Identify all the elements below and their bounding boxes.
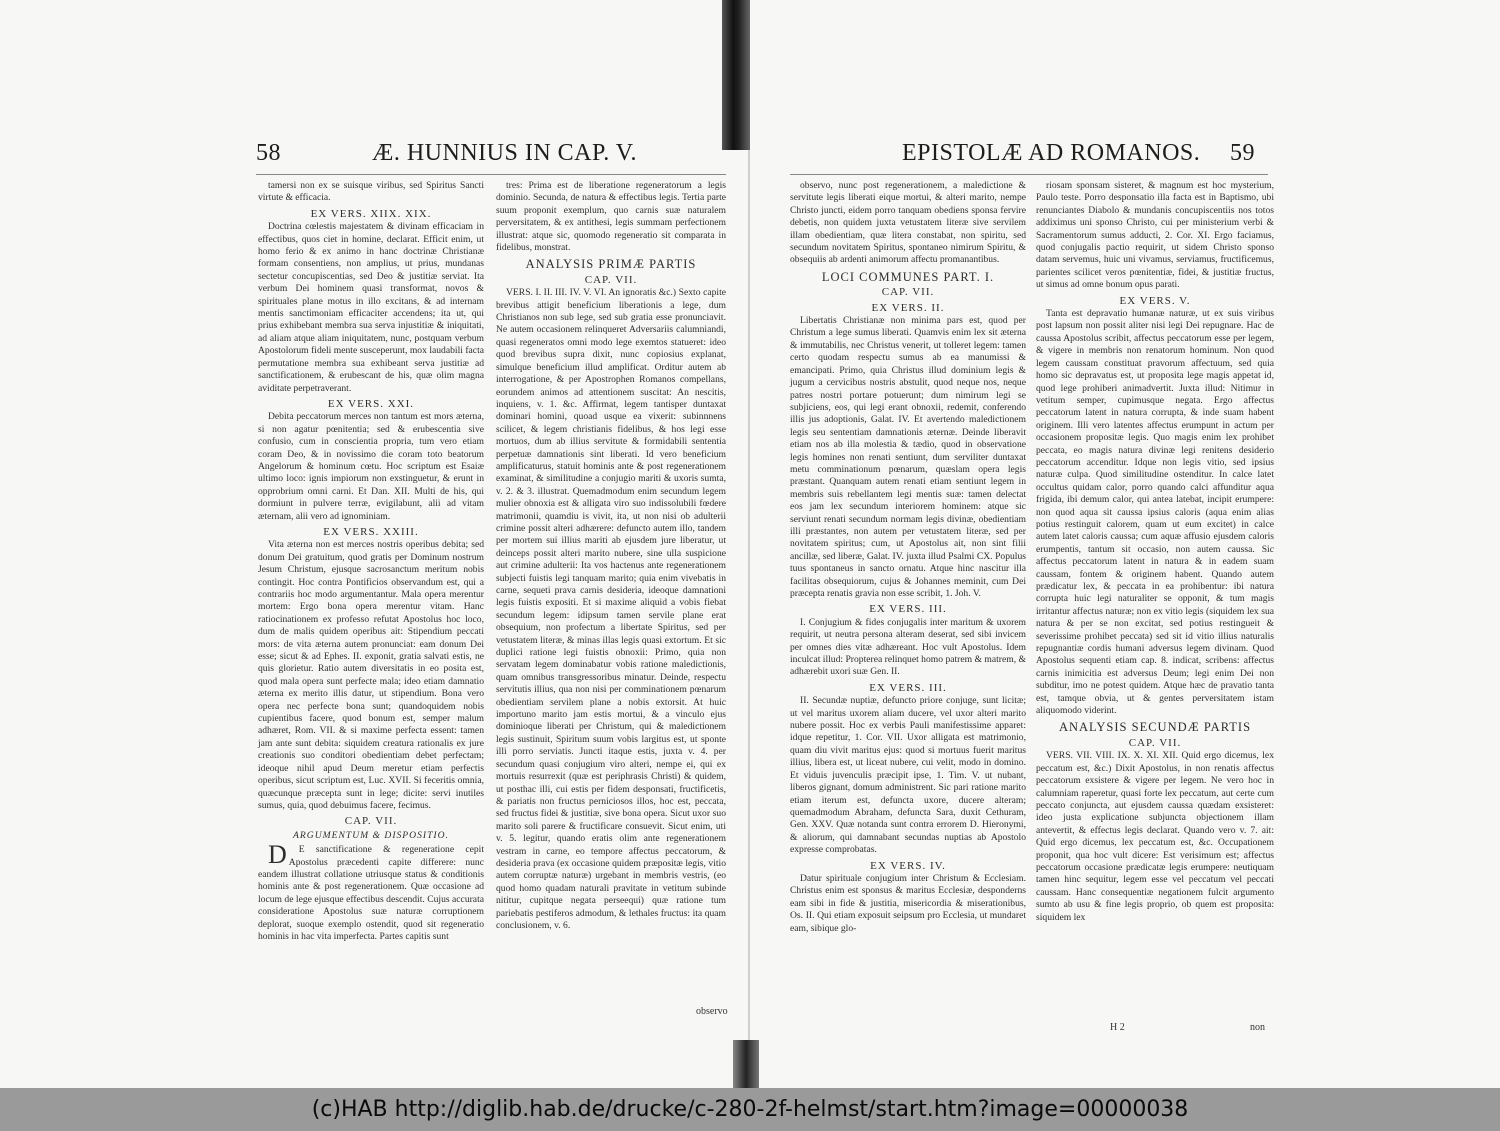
right-column-2	[1036, 180, 1274, 1020]
section-heading: CAP. VII.	[1128, 736, 1182, 749]
left-column-1	[258, 180, 484, 1060]
section-heading: EX VERS. V.	[1119, 294, 1191, 307]
page-number-left: 58	[256, 140, 281, 166]
paragraph: VERS. VII. VIII. IX. X. XI. XII. Quid ergo dicemus, lex peccatum est, &c.) Dixit Apostolus, in non renatis affectus peccatorum exsistere & vigere per legem. Ne vero hoc in calumniam raperetur, quasi forte lex peccatum, aut certe cum peccato conjuncta, aut ejusdem caussa quædam exsisteret: ideo justa explicatione subjuncta objectionem illam antevertit, & effectus legis declarat. Quando vero v. 7. ait: Quid ergo dicemus, lex peccatum est, &c. Occupationem proponit, qua hoc vult dicere: Est verisimum est; affectus peccatorum occasione prædicatæ legis erumpere: neutiquam tamen hinc sequitur, legem esse vel peccatum vel peccati caussam. Hanc consequentiæ negationem fulcit argumento sumto ab usu & fine legis proprio, ob quem est proposita: siquidem lex	[1036, 750, 1274, 923]
paragraph: VERS. I. II. III. IV. V. VI. An ignoratis &c.) Sexto capite brevibus attigit beneficium liberationis a lege, dum Christianos non sub lege, sed sub gratia esse pronunciavit. Ne autem occasionem relinqueret Adversariis calumniandi, quasi regeneratos omni modo lege exemtos statueret: ideo quod brevibus supra dixit, nunc copiosius explanat, simulque beneficium illud amplificat. Orditur autem ab interrogatione, & per Apostrophen Romanos compellans, eorundem animos ad attentionem suscitat: An nescitis, inquiens, v. 1. &c. Affirmat, legem tantisper duntaxat dominari homini, quoad usque ea vixerit: subinnnens scilicet, & legem christianis fidelibus, & hos legi esse mortuos, dum ab illius servitute & formidabili sententia perpetuæ damnationis sint liberati. Id vero beneficium amplificaturus, statuit hominis ante & post regenerationem examinat, & similitudine a conjugio mariti & uxoris sumta, v. 2. & 3. illustrat. Quemadmodum enim secundum legem mulier obnoxia est & alligata viro suo indissolubili fœdere matrimonii, quamdiu is vivit, ita, ut non nisi ob adulterii crimine possit alteri adhærere: defuncto autem illo, tandem per mortem sui illius mariti ab ejusdem jure liberatur, ut deinceps possit alteri marito nubere, sine ulla suspicione aut crimine adulterii: Ita vos hactenus ante regenerationem subjecti fuistis legi tanquam marito; quia enim vivebatis in carne, sequeti prava carnis desideria, ideoque damnationi legis fuistis expositi. Et si maxime aliquid a vobis fiebat secundum legem: idipsum tamen servile plane erat obsequium, non profectum a libertate Spiritus, sed per vetustatem literæ, & minas illas legis quasi extortum. Et sic duplici ratione legi fuistis obnoxii: Primo, quia non servatam legem dominabatur vobis ratione maledictionis, quam omnibus transgressoribus minatur. Deinde, respectu servitutis illius, qua non nisi per comminationem pœnarum obedientiam servilem plane a nobis extorsit. At huic importuno marito jam estis mortui, & a vinculo ejus dominioque liberati per Christum, qui & maledictionem legis sustinuit, Spiritum suum vobis largitus est, ut sponte illi porro serviatis. Juncti itaque estis, juxta v. 4. per secundum quasi conjugium viro alteri, nempe ei, qui ex mortuis resurrexit (quæ est periphrasis Christi) & quidem, ut posthac illi, cui estis per fidem desponsati, fructificetis, & pariatis non fructus perniciosos illos, hoc est, peccata, sed fructus fidei & justitiæ, sive bona opera. Sicut uxor suo marito soli parere & fructificare consuevit. Sicut enim, uti v. 5. legitur, quando eratis olim ante regenerationem vestram in carne, eo tempore affectus peccatorum, & desideria prava (ex occasione quidem præpositæ legis, vitio autem corruptæ naturæ) urgebant in membris vestris, (eo quod homo quadam naturali pravitate in vetitum subinde nititur, cupitque negata perseequi) quæ ratione tum pariebatis pestiferos admodum, & lethales fructus: ita quam conclusionem, v. 6.	[496, 287, 726, 931]
right-page	[750, 0, 1500, 1088]
part-heading: ANALYSIS PRIMÆ PARTIS	[525, 257, 697, 272]
paragraph: tamersi non ex se suisque viribus, sed Spiritus Sancti virtute & efficacia.	[258, 180, 484, 204]
italic-heading: ARGUMENTUM & DISPOSITIO.	[293, 829, 449, 841]
paragraph: Vita æterna non est merces nostris operibus debita; sed donum Dei gratuitum, quod gratis per Dominum nostrum Jesum Christum, ejusque sacrosanctum meritum nobis contingit. Hoc contra Pontificios observandum est, qui a contrariis hoc modo argumentantur. Mala opera merentur mortem: Ergo bona opera merentur vitam. Hanc ratiocinationem ex professo refutat Apostolus hoc loco, dum de malis quidem operibus ait: Stipendium peccati mors: de vita æterna autem pronunciat: eam donum Dei esse; sicut & ad Ephes. II. exponit, gratia salvati estis, ne quis glorietur. Ratio autem diversitatis in eo posita est, quod mala opera sunt perfecte mala; ideo etiam damnatio æterna ex merito illis datur, ut stipendium. Bona vero opera nec perfecte bona sunt; quandoquidem nobis cupientibus facere, quod bonum est, semper malum adhæret, Rom. VII. & si maxime perfecta essent: tamen jam ante sunt debita: siquidem creatura rationalis ex jure creationis suo conditori obedientiam debet perfectam; ideoque nihil apud Deum meretur etiam perfectis operibus, sicut scriptum est, Luc. XVII. Si feceritis omnia, quæcunque præcepta sunt in lege; dicite: servi inutiles sumus, quia, quod debuimus facere, fecimus.	[258, 539, 484, 811]
catchword-left: observo	[696, 1006, 728, 1017]
catchword-right: non	[1250, 1022, 1265, 1033]
paragraph: Tanta est depravatio humanæ naturæ, ut ex suis viribus post lapsum non possit aliter nisi legi Dei repugnare. Hac de caussa Apostolus scribit, affectus peccatorum esse per legem, & vigere in membris non renatorum hominum. Non quod legem caussam constituat pravorum affectuum, sed quia homo sic depravatus est, ut proposita lege magis appetat id, quod lege prohiberi animadvertit. Juxta illud: Nitimur in vetitum semper, cupimusque negata. Ergo affectus peccatorum latent in natura corrupta, & inde suam habent originem. Illi vero latentes affectus erumpunt in actum per occasionem propositæ legis. Quo magis enim lex prohibet peccata, eo magis natura divinæ legi renitens desiderio peccatorum accenditur. Idque non legis vitio, sed ipsius naturæ culpa. Quod similitudine ostenditur. In calce latet occultus quidam calor, porro quando calci affunditur aqua frigida, ibi demum calor, qui antea latebat, incipit erumpere: non quod aqua sit caussa ipsius caloris (aqua enim alias potius restinguit calorem, quam ut eum excitet) in calce autem latet caloris caussa; cum aquæ affusio ejusdem caloris erumpentis, tantum sit occasio, non autem caussa. Sic affectus peccatorum latent in natura & in eadem suam caussam, fontem & originem habent. Quando autem prædicatur lex, & peccata in ea prohibentur: ibi natura corrupta huic legi naturaliter se opponit, & tum magis irritantur affectus naturæ; non ex vitio legis (siquidem lex sua natura & per se non excitat, sed potius restingueit & severissime prohibet peccata) sed sit id vitio illius naturalis repugnantiæ cordis humani adversus legem divinam. Quod Apostolus sequenti etiam cap. 8. indicat, scribens: affectus carnis inimicitia est adversus Deum; legi enim Dei non subditur, imo ne potest quidem. Atque hæc de pravatio tanta est, tamque obvia, ut & gentes perversitatem istam aliquomodo viderint.	[1036, 308, 1274, 717]
header-rule-right	[790, 174, 1268, 175]
part-heading: ANALYSIS SECUNDÆ PARTIS	[1058, 720, 1252, 735]
signature-mark: H 2	[1110, 1022, 1125, 1033]
section-heading: CAP. VII.	[881, 286, 935, 299]
copyright-footer: (c)HAB http://diglib.hab.de/drucke/c-280-2f-helmst/start.htm?image=00000038	[0, 1088, 1500, 1131]
section-heading: EX VERS. III.	[869, 681, 947, 694]
paragraph: Debita peccatorum merces non tantum est mors æterna, si non agatur pœnitentia; sed & erubescentia sive confusio, cum in conscientia propria, tum vero etiam coram Deo, & in novissimo die coram toto beatorum Angelorum & hominum cœtu. Hoc scriptum est Esaiæ ultimo loco: ignis impiorum non exstinguetur, & erunt in opprobrium omni carni. Et Dan. XII. Multi de his, qui dormiunt in pulvere terræ, evigilabunt, alii ad vitam æternam, alii vero ad ignominiam.	[258, 411, 484, 522]
paragraph-dropcap: DE sanctificatione & regeneratione cepit Apostolus præcedenti capite differere: nunc eandem illustrat collatione utriusque status & conditionis hominis ante & post regenerationem. Quæ occasione ad locum de lege ejusque effectibus descendit. Cujus accurata consideratione Apostolus suæ naturæ corruptionem deplorat, suoque exemplo ostendit, quod sit regeneratio hominis in hac vita imperfecta. Partes capitis sunt	[258, 840, 484, 942]
paragraph: Libertatis Christianæ non minima pars est, quod per Christum a lege sumus liberati. Quamvis enim lex sit æterna & immutabilis, nec Christus venerit, ut tolleret legem: tamen certo quodam respectu sumus ab ea manumissi & emancipati. Primo, quia Christus illud dominium legis & jugum a cervicibus nostris abstulit, quod neque nos, neque patres nostri portare potuerunt; dum nimirum legi se subjiciens, eos, qui legi erant obnoxii, redemit, conferendo illis jus adoptionis, Galat. IV. Et avertendo maledictionem legis seu sententiam damnationis æternæ. Deinde liberavit etiam nos ab illa molestia & tædio, quod in observatione legis homines non renati sentiunt, dum serviliter duntaxat metu comminationum pœnarum, quæslam opera legis præstant. Quanquam autem renati etiam sentiunt legem in membris suis rebellantem legi mentis suæ: tamen delectat eos jam lex secundum interiorem hominem: atque sic serviunt renati secundum normam legis divinæ, obedientiam illi præstantes, non autem per vetustatem literæ, sed per novitatem spiritus; cum, ut Apostolus ait, non sint filii ancillæ, sed liberæ, Galat. IV. juxta illud Psalmi CX. Populus tuus spontaneus in sancto ornatu. Atque hinc nascitur illa facilitas obsequiorum, cujus & Johannes meminit, cum Dei præcepta renatis gravia non esse scribit, 1. Joh. V.	[790, 315, 1026, 599]
section-heading: EX VERS. IV.	[870, 859, 946, 872]
section-heading: EX VERS. XXI.	[327, 397, 415, 410]
section-heading: EX VERS. XXIII.	[323, 525, 419, 538]
paragraph: Datur spirituale conjugium inter Christum & Ecclesiam. Christus enim est sponsus & maritus Ecclesiæ, desponderns eam sibi in fide & justitia, misericordia & miserationibus, Os. II. Qui etiam exposuit seipsum pro Ecclesia, ut mundaret eam, sibique glo-	[790, 872, 1026, 934]
section-heading: EX VERS. XIIX. XIX.	[310, 207, 432, 220]
section-heading: EX VERS. III.	[869, 603, 947, 616]
part-heading: LOCI COMMUNES PART. I.	[821, 269, 995, 284]
paragraph: I. Conjugium & fides conjugalis inter maritum & uxorem requirit, ut neutra persona alteram deserat, sed sibi invicem per omnes dies vitæ adhæreant. Hoc vult Apostolus. Idem inculcat illud: Propterea relinquet homo patrem & matrem, & adhærebit uxori suæ Gen. II.	[790, 616, 1026, 678]
paragraph: tres: Prima est de liberatione regeneratorum a legis dominio. Secunda, de natura & effectibus legis. Tertia parte suum proponit exemplum, quo carnis suæ naturalem perversitatem, & ex antithesi, legis summam perfectionem illustrat: atque sic, quomodo regeneratio sit comparata in fidelibus, monstrat.	[496, 180, 726, 254]
running-head-left: Æ. HUNNIUS IN CAP. V.	[372, 140, 637, 166]
running-head-right: EPISTOLÆ AD ROMANOS.	[902, 140, 1201, 166]
section-heading: CAP. VII.	[584, 273, 638, 286]
left-page	[0, 0, 748, 1088]
paragraph: II. Secundæ nuptiæ, defuncto priore conjuge, sunt licitæ; ut vel maritus uxorem aliam ducere, vel uxor alteri marito nubere possit. Hoc ex verbis Pauli manifestissime apparet: idque repetitur, 1. Cor. VII. Uxor alligata est matrimonio, quam diu vivit maritus ejus: quod si mortuus fuerit maritus illius, libera est, ut liceat nubere, cui velit, modo in domino. Et viduis juvenculis præcipit ipse, 1. Tim. V. ut nubant, liberos gignant, domum administrent. Sic pari ratione marito etiam iterum est, defuncta uxore, ducere alteram; quemadmodum Abraham, defuncta Sara, duxit Cethuram, Gen. XXV. Quæ notanda sunt contra errorem D. Hieronymi, & aliorum, qui damnabant secundas nuptias ab Apostolo expresse comprobatas.	[790, 695, 1026, 856]
header-rule-left	[256, 174, 726, 175]
paragraph: observo, nunc post regenerationem, a maledictione & servitute legis liberati eique mortui, & alteri marito, nempe Christo juncti, eidem porro tanquam obediens sponsa fervire debetis, non quidem juxta vetustatem literæ sive servilem illam obedientiam, quæ litera constabat, non spiritu, sed secundum novitatem Spiritus, spontaneo nimirum Spiritu, & obsequiis ab ardenti animorum affectu promanantibus.	[790, 180, 1026, 266]
page-number-right: 59	[1230, 140, 1255, 166]
left-column-2	[496, 180, 726, 1060]
section-heading: CAP. VII.	[344, 815, 398, 828]
right-column-1	[790, 180, 1026, 1020]
paragraph: riosam sponsam sisteret, & magnum est hoc mysterium, Paulo teste. Porro desponsatio illa facta est in Baptismo, ubi renunciantes Diabolo & mundanis concupiscentiis nos totos addiximus uni sponso Christo, cui per ministerium verbi & Sacramentorum sumus adducti, 2. Cor. XI. Ergo faciamus, quod conjugalis pactio requirit, ut sidem Christo sponso datam servemus, huic uni vivamus, serviamus, fructificemus, parientes scilicet veros pœnitentiæ, fidei, & justitiæ fructus, ut simus ad omne bonum opus parati.	[1036, 180, 1274, 291]
paragraph: Doctrina cœlestis majestatem & divinam efficaciam in effectibus, quos ciet in homine, declarat. Efficit enim, ut homo ferio & ex animo in hanc doctrinæ Christianæ formam consentiens, non amplius, ut prius, mundanas sectetur concupiscentias, sed Deo & justitiæ serviat. Ita verbum Dei hominem quasi transformat, novos & spirituales plane motus in illo excitans, & ad internam mentis sanctimoniam efficaciter accendens; ita ut, qui prius exhibebant membra sua serva injustitiæ & iniquitati, ad aliam atque aliam iniquitatem, nunc, postquam verbum Apostolorum fideli mente susceperunt, mox laudabili facta permutatione membra sua exhibeant serva justitiæ ad sanctificationem, & erubescant de his, quæ olim magna aviditate perpetraverant.	[258, 221, 484, 394]
section-heading: EX VERS. II.	[871, 301, 945, 314]
